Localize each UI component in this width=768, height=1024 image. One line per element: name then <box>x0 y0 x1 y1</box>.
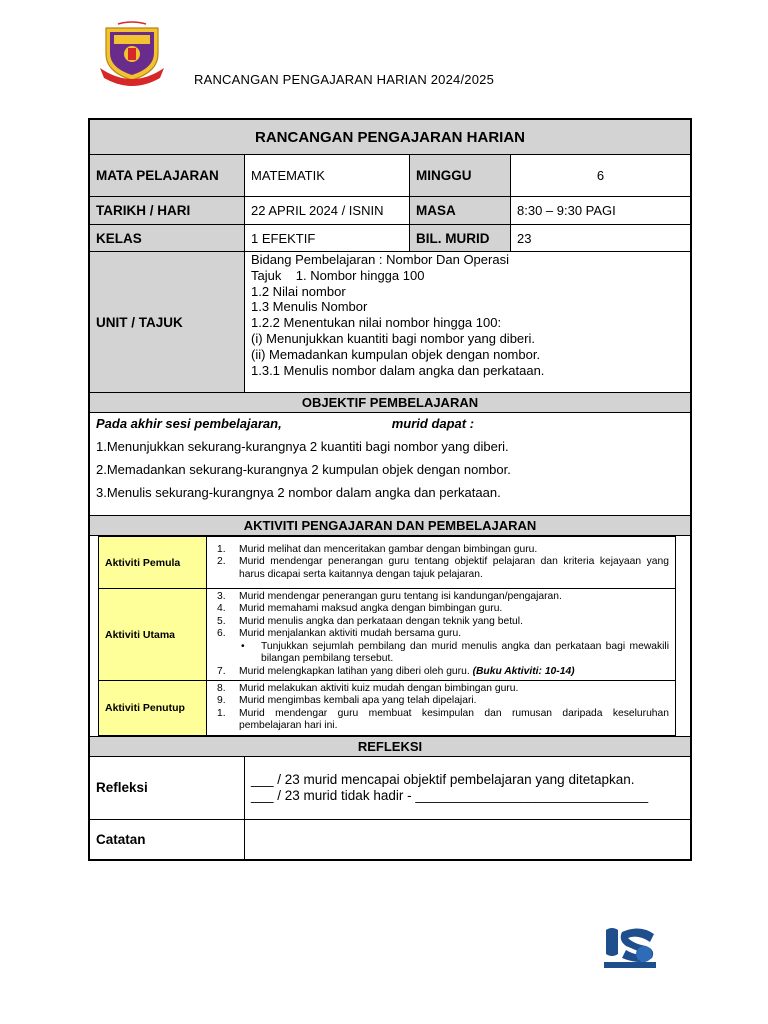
notes-field[interactable] <box>245 819 691 859</box>
activity-utama-label: Aktiviti Utama <box>99 589 207 681</box>
item-text: Murid mendengar penerangan guru tentang objektif pelajaran dan kriteria kejayaan yang harus dicapai serta kaitannya dengan tajuk pelajaran. <box>239 556 669 580</box>
unit-label: UNIT / TAJUK <box>90 252 245 393</box>
reflection-label: Refleksi <box>90 756 245 819</box>
list-item <box>213 591 669 603</box>
unit-line: 1.2.2 Menentukan nilai nombor hingga 100: <box>251 315 502 331</box>
notes-label: Catatan <box>90 819 245 859</box>
objectives-intro <box>96 416 684 431</box>
reflection-content <box>245 756 691 819</box>
lesson-plan-form <box>88 118 692 861</box>
week-value: 6 <box>511 155 691 197</box>
objectives-intro-a: Pada akhir sesi pembelajaran, <box>96 416 282 431</box>
objectives-heading: OBJEKTIF PEMBELAJARAN <box>90 393 691 413</box>
item-text: Murid menulis angka dan perkataan dengan teknik yang betul. <box>239 615 523 627</box>
school-crest-icon <box>98 20 166 86</box>
bullet-icon: • <box>241 640 245 652</box>
item-number: 2. <box>217 556 226 568</box>
list-item <box>213 666 669 678</box>
item-number: 6. <box>217 628 226 640</box>
objective-item: 3.Menulis sekurang-kurangnya 2 nombor dalam angka dan perkataan. <box>96 485 501 500</box>
lesson-plan-table <box>89 119 691 860</box>
item-text: Murid menjalankan aktiviti mudah bersama guru. <box>239 628 462 640</box>
unit-content <box>245 252 691 393</box>
list-item <box>213 628 669 640</box>
objectives-content <box>90 413 691 516</box>
anniversary-logo-icon <box>600 924 660 972</box>
list-item <box>213 683 669 695</box>
item-text: Murid mendengar penerangan guru tentang isi kandungan/pengajaran. <box>239 591 562 603</box>
item-number: 8. <box>217 683 226 694</box>
reflection-line: ___ / 23 murid mencapai objektif pembelajaran yang ditetapkan. <box>251 771 635 787</box>
unit-line: Tajuk 1. Nombor hingga 100 <box>251 267 425 283</box>
list-item <box>213 556 669 581</box>
students-label: BIL. MURID <box>410 225 511 252</box>
list-item <box>213 603 669 615</box>
item-text: Murid melengkapkan latihan yang diberi oleh guru. <box>239 665 470 677</box>
activities-heading: AKTIVITI PENGAJARAN DAN PEMBELAJARAN <box>90 516 691 536</box>
objectives-intro-b: murid dapat : <box>391 416 475 431</box>
list-item <box>213 641 669 666</box>
class-value: 1 EFEKTIF <box>245 225 410 252</box>
activity-utama-content <box>207 589 676 681</box>
time-label: MASA <box>410 197 511 225</box>
unit-line: (i) Menunjukkan kuantiti bagi nombor yang diberi. <box>251 330 535 346</box>
unit-line: 1.3 Menulis Nombor <box>251 299 368 315</box>
book-reference: (Buku Aktiviti: 10-14) <box>472 665 575 677</box>
reflection-line: ___ / 23 murid tidak hadir - _______________________________ <box>251 787 649 803</box>
list-item <box>213 695 669 707</box>
activities-container <box>90 536 691 737</box>
item-number: 7. <box>217 665 226 677</box>
date-label: TARIKH / HARI <box>90 197 245 225</box>
list-item <box>213 544 669 556</box>
unit-line: (ii) Memadankan kumpulan objek dengan nombor. <box>251 346 541 362</box>
item-number: 5. <box>217 615 226 627</box>
item-text: Tunjukkan sejumlah pembilang dan murid menulis angka dan perkataan bagi mewakili bilangan pembilang tersebut. <box>261 640 669 665</box>
activities-table <box>98 536 676 736</box>
activity-pemula-label: Aktiviti Pemula <box>99 537 207 589</box>
objective-item: 1.Menunjukkan sekurang-kurangnya 2 kuantiti bagi nombor yang diberi. <box>96 439 509 454</box>
item-number: 1. <box>217 543 226 555</box>
item-text: Murid melihat dan menceritakan gambar dengan bimbingan guru. <box>239 543 538 555</box>
reflection-heading: REFLEKSI <box>90 736 691 756</box>
list-item <box>213 616 669 628</box>
item-number: 3. <box>217 591 226 603</box>
unit-line: 1.2 Nilai nombor <box>251 283 346 299</box>
item-text: Murid melakukan aktiviti kuiz mudah dengan bimbingan guru. <box>239 683 519 694</box>
item-text: Murid mengimbas kembali apa yang telah dipelajari. <box>239 695 477 707</box>
item-text: Murid memahami maksud angka dengan bimbingan guru. <box>239 603 503 615</box>
activity-pemula-content <box>207 537 676 589</box>
activity-penutup-content <box>207 681 676 736</box>
students-value: 23 <box>511 225 691 252</box>
date-value: 22 APRIL 2024 / ISNIN <box>245 197 410 225</box>
list-item <box>213 708 669 733</box>
activity-penutup-label: Aktiviti Penutup <box>99 681 207 736</box>
item-text: Murid mendengar guru membuat kesimpulan dan rumusan daripada keseluruhan pembelajaran hari ini. <box>239 707 669 732</box>
item-number: 9. <box>217 695 226 707</box>
item-number: 4. <box>217 603 226 615</box>
item-number: 1. <box>217 707 226 719</box>
unit-line: 1.3.1 Menulis nombor dalam angka dan perkataan. <box>251 362 545 378</box>
unit-line: Bidang Pembelajaran : Nombor Dan Operasi <box>251 252 509 267</box>
class-label: KELAS <box>90 225 245 252</box>
time-value: 8:30 – 9:30 PAGI <box>511 197 691 225</box>
subject-label: MATA PELAJARAN <box>90 155 245 197</box>
form-title: RANCANGAN PENGAJARAN HARIAN <box>90 120 691 155</box>
objective-item: 2.Memadankan sekurang-kurangnya 2 kumpulan objek dengan nombor. <box>96 462 511 477</box>
week-label: MINGGU <box>410 155 511 197</box>
document-header-title: RANCANGAN PENGAJARAN HARIAN 2024/2025 <box>194 72 495 87</box>
subject-value: MATEMATIK <box>245 155 410 197</box>
